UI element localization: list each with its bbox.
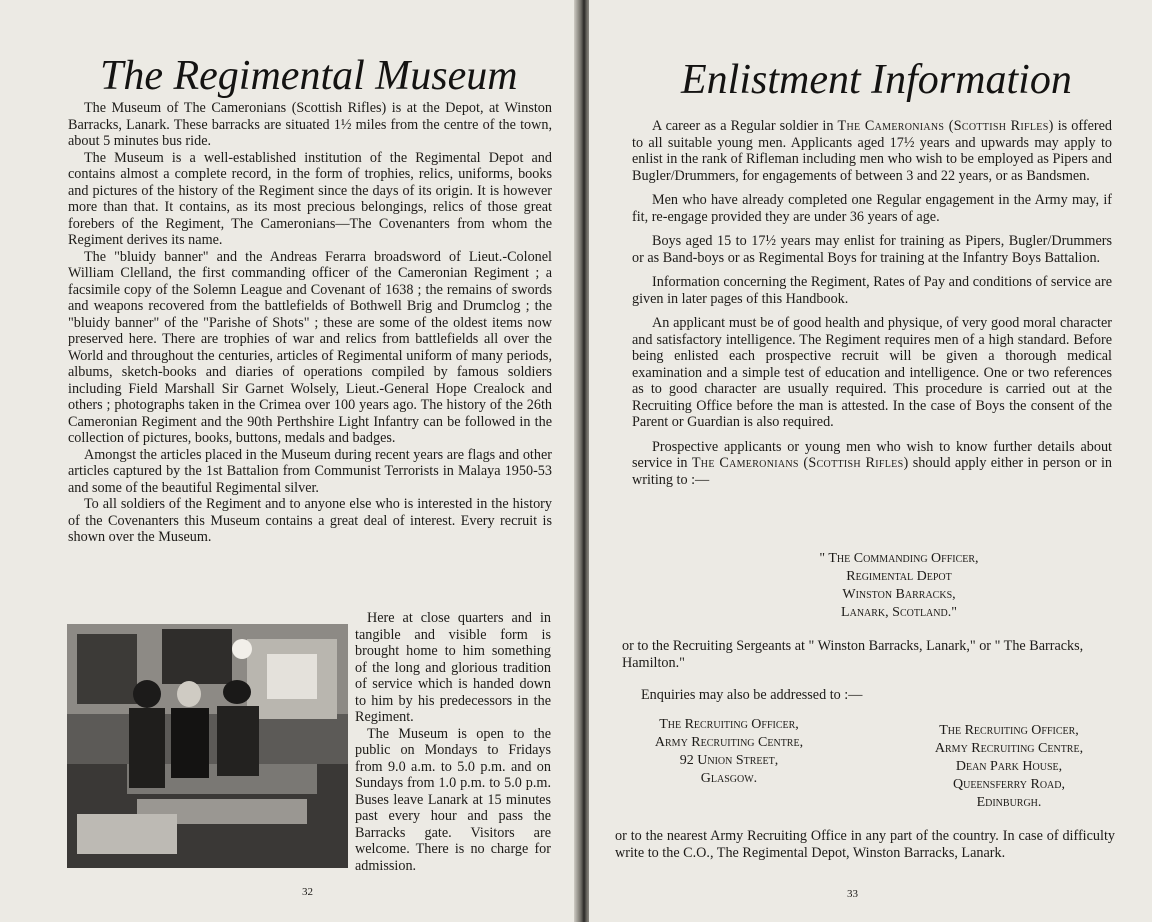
address-line: Regimental Depot	[846, 569, 952, 584]
text-run: Prospective applicants or young men who wish to know further details about service in	[632, 438, 1112, 471]
text-run: should apply either in person or in writing to :—	[632, 455, 1112, 488]
regiment-name: The Cameronians (Scottish Rifles)	[691, 455, 909, 471]
address-line: Queensferry Road,	[952, 777, 1065, 792]
museum-paragraph: Amongst the articles placed in the Museum during recent years are flags and other articles captured by the 1st Battalion from Communist Terrorists in Malaya 1950-53 and some of the beautiful Regimental silver.	[68, 446, 552, 496]
museum-side-text	[355, 610, 551, 874]
text-run: is offered to all suitable young men. Applicants aged 17½ years and upwards may apply to enlist in the rank of Rifleman including men who wish to be employed as Pipers and Bugler/Drummers, for engagements of between 3 and 22 years, or as Bandsmen.	[632, 118, 1112, 184]
final-paragraph: or to the nearest Army Recruiting Office in any part of the country. In case of difficulty write to the C.O., The Regimental Depot, Winston Barracks, Lanark.	[615, 828, 1115, 861]
address-line: 92 Union Street,	[679, 753, 779, 768]
museum-body	[68, 100, 552, 546]
address-line: Glasgow.	[700, 771, 758, 786]
museum-paragraph: The Museum of The Cameronians (Scottish Rifles) is at the Depot, at Winston Barracks, Lanark. These barracks are situated 1½ miles from the centre of the town, about 5 minutes bus ride.	[68, 100, 552, 149]
right-page	[589, 0, 1152, 922]
address-line: Lanark, Scotland."	[841, 605, 957, 620]
museum-paragraph: The Museum is a well-established institution of the Regimental Depot and contains almost a complete record, in the form of trophies, relics, uniforms, books and pictures of the history of the Regiment since the days of its origin. It is however more than that. It contains, as its most precious belongings, relics of those great forebers of the Regiment, The Cameronians—The Covenanters from whom the Regiment derives its name.	[68, 149, 552, 248]
regiment-name: The Cameronians (Scottish Rifles)	[837, 118, 1054, 134]
address-line: Edinburgh.	[976, 795, 1042, 810]
address-line: Winston Barracks,	[842, 587, 956, 602]
museum-hours-paragraph: The Museum is open to the public on Mondays to Fridays from 9.0 a.m. to 5.0 p.m. and on Sundays from 1.0 p.m. to 5.0 p.m. Buses leave Lanark at 15 minutes past every hour and pass the Barracks gate. Visitors are welcome. There is no charge for admission.	[355, 725, 551, 874]
museum-heading: The Regimental Museum	[100, 53, 518, 99]
address-line: The Recruiting Officer,	[939, 723, 1079, 738]
museum-paragraph: To all soldiers of the Regiment and to anyone else who is interested in the history of the Covenanters this Museum contains a great deal of interest. Every recruit is shown over the Museum.	[68, 496, 552, 545]
page-number: 32	[302, 886, 313, 898]
address-line: The Recruiting Officer,	[659, 717, 799, 732]
page-number: 33	[847, 888, 858, 900]
edinburgh-address	[899, 722, 1119, 812]
enlistment-heading: Enlistment Information	[681, 57, 1072, 103]
address-line: Dean Park House,	[955, 759, 1063, 774]
glasgow-address	[609, 716, 849, 788]
address-line: " The Commanding Officer,	[819, 551, 979, 566]
museum-paragraph: The "bluidy banner" and the Andreas Ferarra broadsword of Lieut.-Colonel William Clelland, the first commanding officer of the Cameronian Regiment ; a facsimile copy of the Solemn League and Covenant of 1638 ; the remains of swords and weapons recovered from the battlefields of Bothwell Brig and Drumclog ; the "bluidy banner" of the "Parishe of Shots" ; these are some of the oldest items now preserved here. There are trophies of war and relics from battlefields all over the World and throughout the centuries, articles of Regimental uniform of many periods, albums, sketch-books and diaries of operations compiled by famous soldiers including Field Marshall Sir Garnet Wolsely, Lieut.-General Hope Crealock and others ; photographs taken in the Crimea over 100 years ago. The history of the 26th Cameronian Regiment and the 90th Perthshire Light Infantry can be followed in the collection of pictures, books, buttons, medals and badges.	[68, 248, 552, 446]
address-line: Army Recruiting Centre,	[654, 735, 804, 750]
commanding-officer-address	[779, 550, 1019, 622]
enlistment-body	[632, 118, 1112, 496]
museum-side-paragraph: Here at close quarters and in tangible and visible form is brought home to him something of the long and glorious tradition of service which is handed down to him by his predecessors in the Regiment.	[355, 610, 551, 725]
sergeants-line: or to the Recruiting Sergeants at " Winston Barracks, Lanark," or " The Barracks, Hamilton."	[622, 638, 1084, 671]
enlistment-paragraph	[632, 118, 1112, 184]
museum-photograph	[67, 624, 348, 868]
text-run: A career as a Regular soldier in	[652, 118, 838, 134]
enlistment-paragraph	[632, 439, 1112, 489]
address-line: Army Recruiting Centre,	[934, 741, 1084, 756]
enlistment-paragraph: An applicant must be of good health and physique, of very good moral character and satisfactory intelligence. The Regiment requires men of a high standard. Before being enlisted each prospective recruit will be given a thorough medical examination and a simple test of education and intelligence. One or two references as to good character are usually required. This procedure is carried out at the Recruiting Office before the man is attested. In the case of Boys the consent of the Parent or Guardian is also required.	[632, 315, 1112, 430]
enlistment-paragraph: Boys aged 15 to 17½ years may enlist for training as Pipers, Bugler/Drummers or as Band-boys or as Regimental Boys for training at the Infantry Boys Battalion.	[632, 233, 1112, 266]
enquiries-line: Enquiries may also be addressed to :—	[641, 687, 863, 703]
enlistment-paragraph: Information concerning the Regiment, Rates of Pay and conditions of service are given in later pages of this Handbook.	[632, 274, 1112, 307]
enlistment-paragraph: Men who have already completed one Regular engagement in the Army may, if fit, re-engage provided they are under 36 years of age.	[632, 192, 1112, 225]
